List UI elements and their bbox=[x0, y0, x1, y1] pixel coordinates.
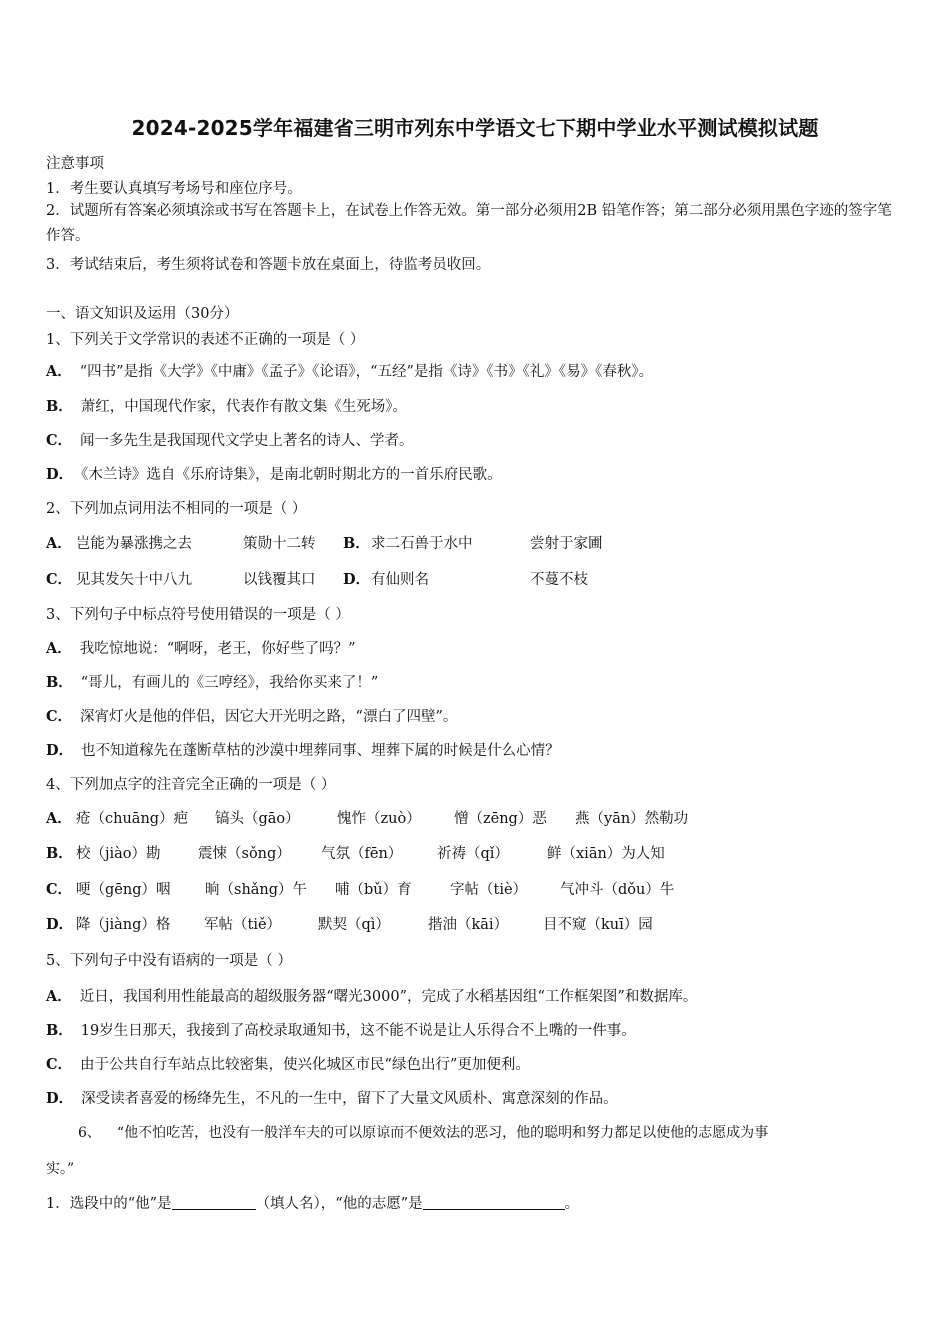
option-d-phrase-1: 有仙则名 bbox=[371, 572, 429, 588]
notice-heading: 注意事项 bbox=[46, 156, 104, 172]
notice-item-2: 2．试题所有答案必须填涂或书写在答题卡上，在试卷上作答无效。第一部分必须用2B 铅笔作答；第二部分必须用黑色字迹的签字笔作答。 bbox=[46, 203, 892, 244]
option-text: 深受读者喜爱的杨绛先生，不凡的一生中，留下了大量文风质朴、寓意深刻的作品。 bbox=[81, 1091, 618, 1107]
pinyin-item: 气冲斗（dǒu）牛 bbox=[560, 882, 675, 898]
question-1-option-b bbox=[46, 395, 407, 416]
pinyin-item: 晌（shǎng）午 bbox=[205, 882, 308, 898]
question-3-option-b bbox=[46, 671, 378, 692]
question-1-option-a bbox=[46, 360, 653, 381]
option-text: 《木兰诗》选自《乐府诗集》，是南北朝时期北方的一首乐府民歌。 bbox=[81, 467, 502, 483]
option-text: 闻一多先生是我国现代文学史上著名的诗人、学者。 bbox=[80, 433, 414, 449]
option-text: 萧红，中国现代作家，代表作有散文集《生死场》。 bbox=[80, 399, 408, 415]
option-d-phrase-2: 不蔓不枝 bbox=[530, 572, 588, 588]
option-letter: B． bbox=[343, 535, 370, 552]
option-letter: B． bbox=[46, 398, 73, 415]
pinyin-item: 疮（chuāng）疤 bbox=[76, 811, 189, 827]
passage-text: “他不怕吃苦，也没有一般洋车夫的可以原谅而不便效法的恶习，他的聪明和努力都足以使他的志愿成为事 bbox=[116, 1125, 769, 1141]
option-letter: C． bbox=[46, 1056, 73, 1073]
question-1-option-c bbox=[46, 429, 414, 450]
question-3-option-a bbox=[46, 637, 356, 658]
question-6-passage-line-1 bbox=[78, 1122, 768, 1142]
pinyin-item: 祈祷（qǐ） bbox=[437, 846, 509, 862]
answer-blank-wish[interactable] bbox=[423, 1195, 565, 1210]
option-letter: A． bbox=[46, 988, 72, 1005]
option-b-phrase-2: 尝射于家圃 bbox=[530, 536, 603, 552]
option-letter: D． bbox=[343, 571, 371, 588]
option-letter: D． bbox=[46, 1090, 74, 1107]
option-a-phrase-1: 岂能为暴涨携之去 bbox=[76, 536, 192, 552]
option-letter: C． bbox=[46, 571, 73, 588]
pinyin-item: 降（jiàng）格 bbox=[76, 917, 171, 933]
option-letter: C． bbox=[46, 708, 73, 725]
question-6-passage-line-2: 实。” bbox=[46, 1161, 75, 1177]
option-text: “哥儿，有画儿的《三哼经》，我给你买来了！” bbox=[80, 675, 379, 691]
option-text: “四书”是指《大学》《中庸》《孟子》《论语》，“五经”是指《诗》《书》《礼》《易》《春秋》。 bbox=[79, 364, 654, 380]
option-letter: C． bbox=[46, 432, 73, 449]
question-3-stem: 3、下列句子中标点符号使用错误的一项是（ ） bbox=[46, 607, 350, 623]
answer-blank-name[interactable] bbox=[172, 1195, 256, 1210]
page-title: 2024-2025学年福建省三明市列东中学语文七下期中学业水平测试模拟试题 bbox=[131, 116, 819, 140]
question-3-option-d bbox=[46, 739, 560, 760]
notice-item-3: 3．考试结束后，考生须将试卷和答题卡放在桌面上，待监考员收回。 bbox=[46, 257, 491, 273]
sub-question-text: 1．选段中的“他”是 bbox=[46, 1196, 172, 1212]
question-1-option-d bbox=[46, 463, 502, 484]
option-text: 我吃惊地说：“啊呀，老王，你好些了吗？” bbox=[79, 641, 356, 657]
option-letter: B． bbox=[46, 674, 73, 691]
question-3-option-c bbox=[46, 705, 457, 726]
sub-question-text: （填人名），“他的志愿”是 bbox=[255, 1196, 423, 1212]
pinyin-item: 镐头（gāo） bbox=[215, 811, 300, 827]
option-text: 深宵灯火是他的伴侣，因它大开光明之路，“漂白了四壁”。 bbox=[80, 709, 458, 725]
pinyin-item: 愧怍（zuò） bbox=[337, 811, 421, 827]
option-text: 由于公共自行车站点比较密集，使兴化城区市民“绿色出行”更加便利。 bbox=[80, 1057, 530, 1073]
question-5-option-b bbox=[46, 1019, 636, 1040]
pinyin-item: 气氛（fēn） bbox=[321, 846, 403, 862]
option-text: 近日，我国利用性能最高的超级服务器“曙光3000”，完成了水稻基因组“工作框架图”和数据库。 bbox=[79, 989, 698, 1005]
pinyin-item: 震悚（sǒng） bbox=[198, 846, 291, 862]
sub-question-text: 。 bbox=[564, 1196, 580, 1212]
pinyin-item: 鲜（xiān）为人知 bbox=[547, 846, 665, 862]
option-c-phrase-1: 见其发矢十中八九 bbox=[76, 572, 192, 588]
option-letter: C． bbox=[46, 881, 73, 898]
question-5-option-c bbox=[46, 1053, 530, 1074]
option-letter: A． bbox=[46, 810, 72, 827]
pinyin-item: 默契（qì） bbox=[318, 917, 390, 933]
question-6-number: 6、 bbox=[78, 1125, 101, 1141]
option-letter: A． bbox=[46, 535, 72, 552]
question-2-stem: 2、下列加点词用法不相同的一项是（ ） bbox=[46, 501, 307, 517]
option-text: 也不知道稼先在蓬断草枯的沙漠中埋葬同事、埋葬下属的时候是什么心情？ bbox=[81, 743, 560, 759]
option-letter: D． bbox=[46, 742, 74, 759]
option-letter: B． bbox=[46, 1022, 73, 1039]
pinyin-item: 揩油（kāi） bbox=[428, 917, 509, 933]
question-4-stem: 4、下列加点字的注音完全正确的一项是（ ） bbox=[46, 777, 336, 793]
question-5-stem: 5、下列句子中没有语病的一项是（ ） bbox=[46, 953, 292, 969]
option-letter: D． bbox=[46, 916, 74, 933]
pinyin-item: 目不窥（kuī）园 bbox=[543, 917, 653, 933]
pinyin-item: 哽（gēng）咽 bbox=[76, 882, 171, 898]
question-1-stem: 1、下列关于文学常识的表述不正确的一项是（ ） bbox=[46, 332, 365, 348]
option-a-phrase-2: 策勋十二转 bbox=[243, 536, 316, 552]
pinyin-item: 哺（bǔ）育 bbox=[335, 882, 412, 898]
question-6-sub-1 bbox=[46, 1192, 579, 1213]
option-letter: A． bbox=[46, 640, 72, 657]
option-letter: D． bbox=[46, 466, 74, 483]
option-letter: A． bbox=[46, 363, 72, 380]
option-c-phrase-2: 以钱覆其口 bbox=[243, 572, 316, 588]
question-5-option-a bbox=[46, 985, 697, 1006]
pinyin-item: 校（jiào）勘 bbox=[76, 846, 161, 862]
section-heading: 一、语文知识及运用（30分） bbox=[46, 306, 239, 322]
pinyin-item: 军帖（tiě） bbox=[204, 917, 282, 933]
pinyin-item: 字帖（tiè） bbox=[450, 882, 528, 898]
pinyin-item: 燕（yān）然勒功 bbox=[575, 811, 689, 827]
pinyin-item: 憎（zēng）恶 bbox=[454, 811, 547, 827]
option-letter: B． bbox=[46, 845, 73, 862]
option-text: 19岁生日那天，我接到了高校录取通知书，这不能不说是让人乐得合不上嘴的一件事。 bbox=[80, 1023, 636, 1039]
notice-item-1: 1．考生要认真填写考场号和座位序号。 bbox=[46, 181, 302, 197]
option-b-phrase-1: 求二石兽于水中 bbox=[371, 536, 473, 552]
question-5-option-d bbox=[46, 1087, 618, 1108]
